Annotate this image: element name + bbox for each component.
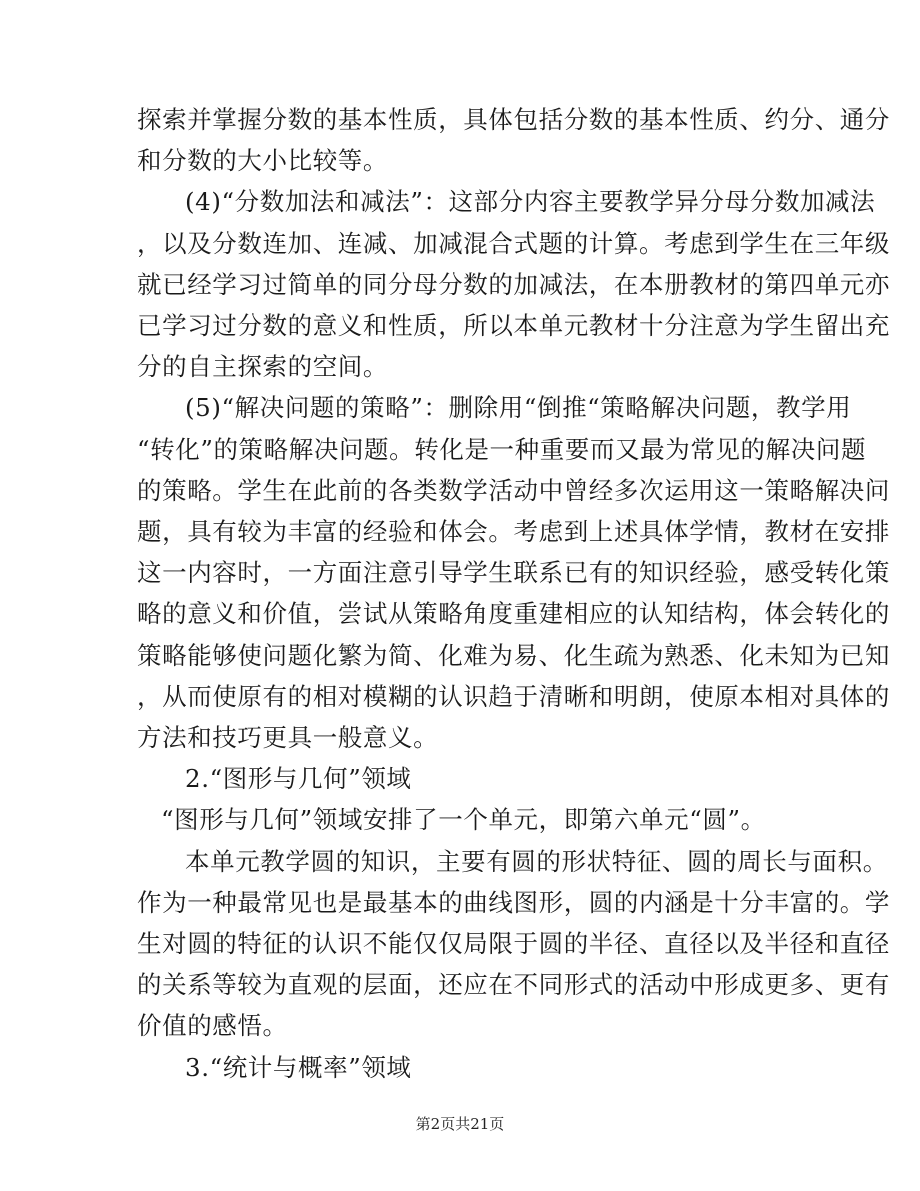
text-line: 本单元教学圆的知识，主要有圆的形状特征、圆的周长与面积。 [185, 847, 888, 876]
text-line: “图形与几何”领域安排了一个单元，即第六单元“圆”。 [161, 805, 766, 834]
text-line: “转化”的策略解决问题。转化是一种重要而又最为常见的解决问题 [137, 435, 867, 464]
text-line: 策略能够使问题化繁为简、化难为易、化生疏为熟悉、化未知为已知 [137, 641, 890, 670]
text-line: 分的自主探索的空间。 [137, 352, 388, 381]
text-line: 题，具有较为丰富的经验和体会。考虑到上述具体学情，教材在安排 [137, 517, 890, 546]
text-line: 方法和技巧更具一般意义。 [137, 723, 439, 752]
section-heading: 2.“图形与几何”领域 [185, 764, 412, 793]
text-line: ，从而使原有的相对模糊的认识趋于清晰和明朗，使原本相对具体的 [137, 682, 890, 711]
text-line: 就已经学习过简单的同分母分数的加减法，在本册教材的第四单元亦 [137, 270, 890, 299]
text-line: 作为一种最常见也是最基本的曲线图形，圆的内涵是十分丰富的。学 [137, 888, 890, 917]
text-line: ，以及分数连加、连减、加减混合式题的计算。考虑到学生在三年级 [137, 229, 890, 258]
text-line: 的关系等较为直观的层面，还应在不同形式的活动中形成更多、更有 [137, 970, 890, 999]
text-line: 略的意义和价值，尝试从策略角度重建相应的认知结构，体会转化的 [137, 599, 890, 628]
text-line: 已学习过分数的意义和性质，所以本单元教材十分注意为学生留出充 [137, 311, 890, 340]
text-line: 探索并掌握分数的基本性质，具体包括分数的基本性质、约分、通分 [137, 105, 890, 134]
page-number: 第2页共21页 [415, 1115, 505, 1133]
text-line: 的策略。学生在此前的各类数学活动中曾经多次运用这一策略解决问 [137, 476, 890, 505]
section-heading: 3.“统计与概率”领域 [185, 1053, 412, 1082]
text-line: 和分数的大小比较等。 [137, 146, 388, 175]
text-line: 价值的感悟。 [137, 1011, 288, 1040]
text-line: (5)“解决问题的策略”：删除用“倒推“策略解决问题，教学用 [185, 393, 852, 422]
text-line: (4)“分数加法和减法”：这部分内容主要教学异分母分数加减法 [185, 187, 876, 216]
text-line: 这一内容时，一方面注意引导学生联系已有的知识经验，感受转化策 [137, 558, 890, 587]
text-line: 生对圆的特征的认识不能仅仅局限于圆的半径、直径以及半径和直径 [137, 929, 890, 958]
